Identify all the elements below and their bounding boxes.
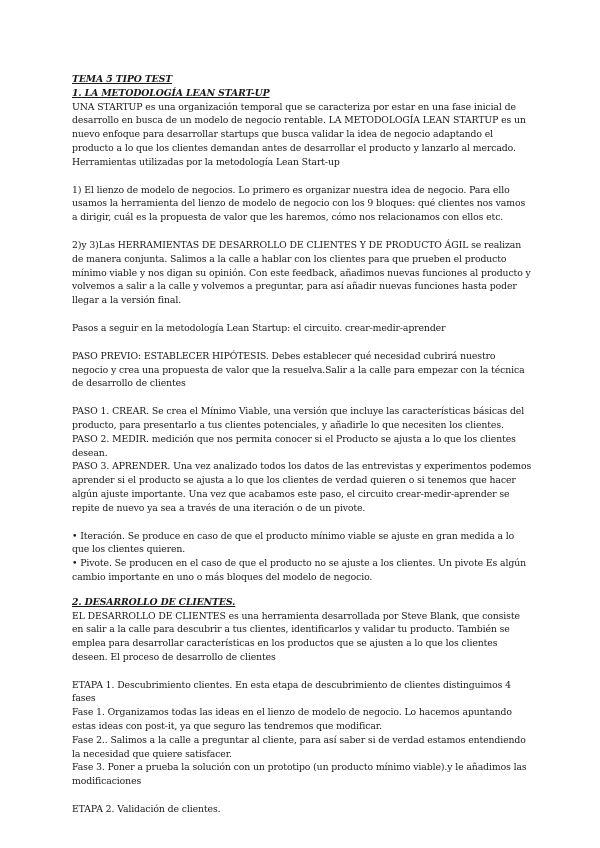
- steps-intro: Pasos a seguir en la metodología Lean Startup: el circuito. crear-medir-aprender: [72, 322, 446, 334]
- tool-1-paragraph: 1) El lienzo de modelo de negocios. Lo primero es organizar nuestra idea de negocio. Para ello usamos la herramienta del lienzo de modelo de negocio con los 9 bloques: qué clientes nos vamos a dirigir, cuál es la propuesta de valor que les haremos, cómo nos relacionamos con ellos etc.: [72, 184, 526, 224]
- fase-1: Fase 1. Organizamos todas las ideas en el lienzo de modelo de negocio. Lo hacemos apuntando estas ideas con post-it, ya que seguro las tendremos que modificar.: [72, 707, 512, 733]
- fase-3: Fase 3. Poner a prueba la solución con un prototipo (un producto mínimo viable).y le añadimos las modificaciones: [72, 762, 527, 788]
- etapa-1: ETAPA 1. Descubrimiento clientes. En esta etapa de descubrimiento de clientes distinguimos 4 fases: [72, 679, 511, 705]
- section-1-intro: UNA STARTUP es una organización temporal que se caracteriza por estar en una fase inicial de desarrollo en busca de un modelo de negocio rentable. LA METODOLOGÍA LEAN STARTUP es un nuevo enfoque para desarrollar startups que busca validar la idea de negocio adaptando el producto a lo que los clientes demandan antes de desarrollar el producto y lanzarlo al mercado. Herramientas utilizadas por la metodología Lean Start-up: [72, 101, 526, 168]
- bullet-iteracion: • Iteración. Se produce en caso de que el producto mínimo viable se ajuste en gran medida a lo que los clientes quieren.: [72, 530, 515, 556]
- section-1-heading: 1. LA METODOLOGÍA LEAN START-UP: [72, 87, 270, 99]
- section-2-intro: EL DESARROLLO DE CLIENTES es una herramienta desarrollada por Steve Blank, que consiste en salir a la calle para descubrir a tus clientes, identificarlos y validar tu producto. También se emplea para desarrollar características en los productos que se ajusten a lo que los clientes deseen. El proceso de desarrollo de clientes: [72, 610, 520, 663]
- section-2-heading: 2. DESARROLLO DE CLIENTES.: [72, 596, 236, 608]
- etapa-2: ETAPA 2. Validación de clientes.: [72, 804, 221, 816]
- document-title: TEMA 5 TIPO TEST: [72, 74, 173, 85]
- bullet-pivote: • Pivote. Se producen en el caso de que el producto no se ajuste a los clientes. Un pivote Es algún cambio importante en uno o más bloques del modelo de negocio.: [72, 558, 526, 583]
- paso-previo: PASO PREVIO: ESTABLECER HIPÓTESIS. Debes establecer qué necesidad cubrirá nuestro negocio y crea una propuesta de valor que la resuelva.Salir a la calle para empezar con la técnica de desarrollo de clientes: [72, 350, 525, 390]
- fase-2: Fase 2.. Salimos a la calle a preguntar al cliente, para así saber si de verdad estamos entendiendo la necesidad que quiere satisfacer.: [72, 734, 526, 760]
- tool-2-3-paragraph: 2)y 3)Las HERRAMIENTAS DE DESARROLLO DE CLIENTES Y DE PRODUCTO ÁGIL se realizan de manera conjunta. Salimos a la calle a hablar con los clientes para que prueben el producto mínimo viable y nos digan su opinión. Con este feedback, añadimos nuevas funciones al producto y volvemos a salir a la calle y volvemos a preguntar, para así añadir nuevas funciones hasta poder llegar a la versión final.: [72, 239, 531, 307]
- paso-1: PASO 1. CREAR. Se crea el Mínimo Viable, una versión que incluye las características básicas del producto, para presentarlo a tus clientes potenciales, y añadirle lo que necesiten los clientes.: [72, 406, 525, 431]
- paso-3: PASO 3. APRENDER. Una vez analizado todos los datos de las entrevistas y experimentos podemos aprender si el producto se ajusta a lo que los clientes de verdad quieren o si tenemos que hacer algún ajuste importante. Una vez que acabamos este paso, el circuito crear-medir-aprender se repite de nuevo ya sea a través de una iteración o de un pivote.: [72, 461, 532, 514]
- paso-2: PASO 2. MEDIR. medición que nos permita conocer si el Producto se ajusta a lo que los clientes desean.: [72, 433, 516, 459]
